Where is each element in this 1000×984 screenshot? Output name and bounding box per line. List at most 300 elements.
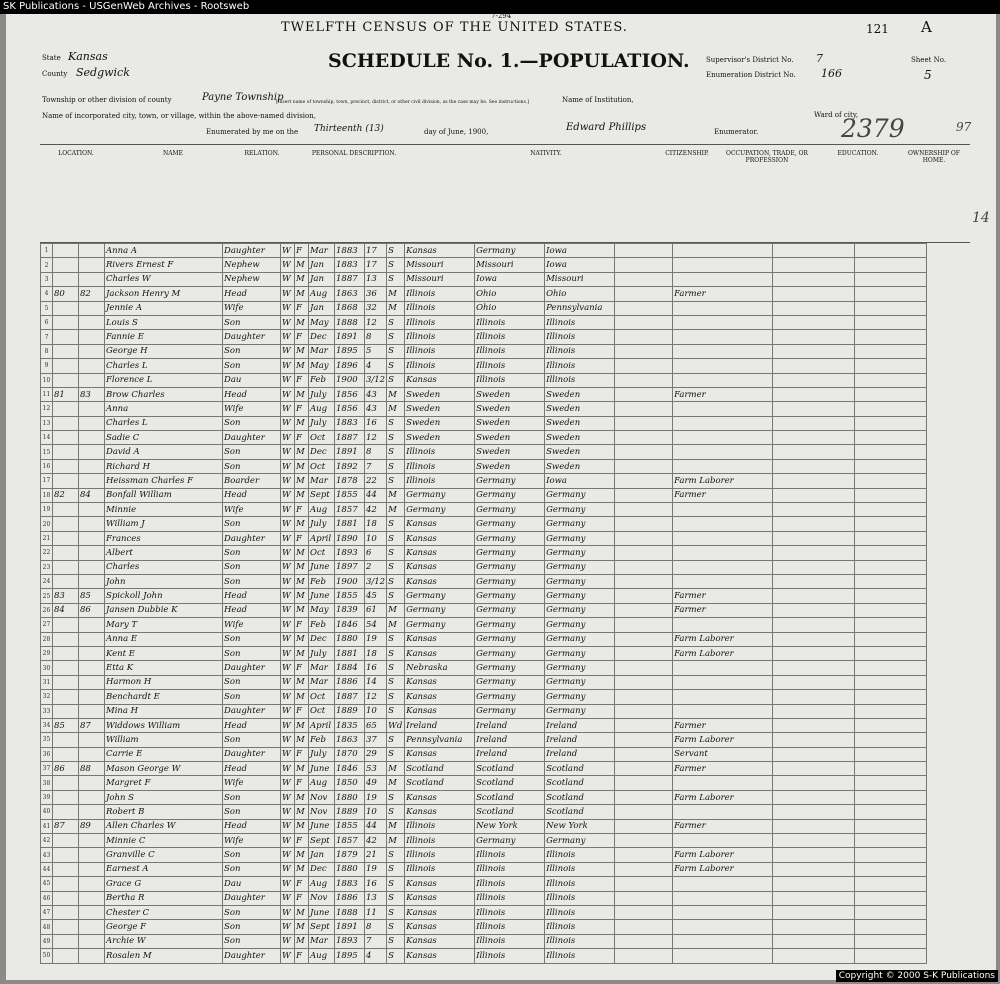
cell-mbp: Illinois <box>545 848 615 862</box>
cell-rel: Son <box>223 733 281 747</box>
cell-bp: Kansas <box>405 574 475 588</box>
cell-occ <box>673 503 773 517</box>
cell-fam <box>79 704 105 718</box>
cell-ms: S <box>387 560 405 574</box>
cell-fbp: Germany <box>475 517 545 531</box>
cell-own <box>855 747 927 761</box>
cell-bp: Germany <box>405 503 475 517</box>
cell-mo: July <box>309 387 335 401</box>
table-row <box>41 848 927 862</box>
cell-rel: Daughter <box>223 949 281 963</box>
cell-c: W <box>281 877 295 891</box>
cell-occ <box>673 675 773 689</box>
cell-name: Richard H <box>105 459 223 473</box>
cell-dw <box>53 704 79 718</box>
cell-yr: 1897 <box>335 560 365 574</box>
cell-dw <box>53 646 79 660</box>
cell-dw <box>53 474 79 488</box>
cell-rel: Daughter <box>223 891 281 905</box>
cell-dw <box>53 905 79 919</box>
cell-rel: Daughter <box>223 704 281 718</box>
cell-name: William J <box>105 517 223 531</box>
cell-fam <box>79 747 105 761</box>
cell-own <box>855 877 927 891</box>
cell-c: W <box>281 690 295 704</box>
cell-fbp: Sweden <box>475 431 545 445</box>
cell-fbp: Germany <box>475 244 545 258</box>
table-row <box>41 373 927 387</box>
cell-fbp: Germany <box>475 646 545 660</box>
cell-mo: Jan <box>309 848 335 862</box>
cell-s: M <box>295 546 309 560</box>
cell-fam <box>79 315 105 329</box>
cell-ln: 15 <box>41 445 53 459</box>
cell-occ: Farmer <box>673 603 773 617</box>
cell-ms: S <box>387 589 405 603</box>
cell-mo: Feb <box>309 618 335 632</box>
col-name: NAME <box>162 150 184 157</box>
cell-mbp: Sweden <box>545 402 615 416</box>
cell-rel: Son <box>223 790 281 804</box>
cell-cit <box>615 877 673 891</box>
cell-ms: S <box>387 877 405 891</box>
cell-edu <box>773 675 855 689</box>
cell-own <box>855 474 927 488</box>
cell-fam <box>79 272 105 286</box>
cell-fbp: Scotland <box>475 790 545 804</box>
cell-ms: S <box>387 445 405 459</box>
cell-ln: 21 <box>41 531 53 545</box>
cell-bp: Illinois <box>405 474 475 488</box>
cell-c: W <box>281 805 295 819</box>
cell-edu <box>773 747 855 761</box>
cell-name: Charles L <box>105 359 223 373</box>
cell-dw: 84 <box>53 603 79 617</box>
cell-bp: Kansas <box>405 690 475 704</box>
cell-c: W <box>281 848 295 862</box>
cell-rel: Son <box>223 574 281 588</box>
cell-cit <box>615 805 673 819</box>
cell-rel: Son <box>223 445 281 459</box>
cell-edu <box>773 431 855 445</box>
cell-bp: Kansas <box>405 517 475 531</box>
cell-fam <box>79 244 105 258</box>
col-personal: PERSONAL DESCRIPTION. <box>311 150 397 157</box>
cell-age: 21 <box>365 848 387 862</box>
cell-own <box>855 503 927 517</box>
cell-mo: Aug <box>309 776 335 790</box>
cell-yr: 1881 <box>335 517 365 531</box>
cell-rel: Son <box>223 920 281 934</box>
cell-rel: Son <box>223 517 281 531</box>
cell-c: W <box>281 790 295 804</box>
cell-c: W <box>281 359 295 373</box>
cell-fam: 83 <box>79 387 105 401</box>
cell-cit <box>615 373 673 387</box>
cell-fbp: Illinois <box>475 344 545 358</box>
table-row <box>41 416 927 430</box>
cell-yr: 1888 <box>335 905 365 919</box>
cell-s: F <box>295 618 309 632</box>
cell-ln: 38 <box>41 776 53 790</box>
cell-edu <box>773 934 855 948</box>
cell-rel: Son <box>223 805 281 819</box>
cell-bp: Illinois <box>405 359 475 373</box>
page-letter: A <box>921 18 932 36</box>
cell-bp: Sweden <box>405 431 475 445</box>
cell-fam <box>79 359 105 373</box>
cell-yr: 1863 <box>335 287 365 301</box>
cell-c: W <box>281 373 295 387</box>
cell-mo: June <box>309 819 335 833</box>
cell-own <box>855 718 927 732</box>
cell-mo: Aug <box>309 877 335 891</box>
cell-cit <box>615 718 673 732</box>
cell-name: Rosalen M <box>105 949 223 963</box>
cell-c: W <box>281 747 295 761</box>
cell-ms: M <box>387 387 405 401</box>
cell-mbp: New York <box>545 819 615 833</box>
cell-ms: S <box>387 330 405 344</box>
cell-ln: 45 <box>41 877 53 891</box>
cell-mo: June <box>309 762 335 776</box>
cell-own <box>855 287 927 301</box>
col-relation: RELATION. <box>244 150 280 157</box>
cell-edu <box>773 287 855 301</box>
cell-ln: 8 <box>41 344 53 358</box>
cell-ms: S <box>387 459 405 473</box>
cell-ms: S <box>387 344 405 358</box>
table-row <box>41 287 927 301</box>
cell-fam <box>79 517 105 531</box>
cell-own <box>855 805 927 819</box>
cell-own <box>855 258 927 272</box>
cell-name: Kent E <box>105 646 223 660</box>
cell-bp: Kansas <box>405 891 475 905</box>
cell-own <box>855 618 927 632</box>
cell-mbp: Sweden <box>545 445 615 459</box>
cell-mbp: Ireland <box>545 718 615 732</box>
cell-name: John S <box>105 790 223 804</box>
cell-dw <box>53 315 79 329</box>
cell-yr: 1880 <box>335 632 365 646</box>
cell-ln: 33 <box>41 704 53 718</box>
cell-mo: Nov <box>309 891 335 905</box>
cell-ln: 39 <box>41 790 53 804</box>
cell-rel: Son <box>223 459 281 473</box>
cell-own <box>855 459 927 473</box>
cell-mbp: Sweden <box>545 431 615 445</box>
cell-own <box>855 431 927 445</box>
cell-rel: Daughter <box>223 661 281 675</box>
cell-dw <box>53 747 79 761</box>
cell-ln: 29 <box>41 646 53 660</box>
cell-name: Carrie E <box>105 747 223 761</box>
enumerator-label: Enumerator. <box>714 128 759 136</box>
cell-yr: 1855 <box>335 488 365 502</box>
cell-name: Etta K <box>105 661 223 675</box>
cell-mo: Oct <box>309 431 335 445</box>
cell-dw <box>53 949 79 963</box>
table-row <box>41 301 927 315</box>
cell-c: W <box>281 431 295 445</box>
cell-cit <box>615 272 673 286</box>
cell-occ <box>673 373 773 387</box>
census-title: TWELFTH CENSUS OF THE UNITED STATES. <box>281 20 628 35</box>
cell-dw <box>53 934 79 948</box>
cell-s: M <box>295 574 309 588</box>
cell-bp: Kansas <box>405 244 475 258</box>
cell-age: 17 <box>365 258 387 272</box>
cell-mo: Aug <box>309 402 335 416</box>
cell-edu <box>773 704 855 718</box>
cell-fbp: Germany <box>475 632 545 646</box>
table-row <box>41 330 927 344</box>
col-citizenship: CITIZENSHIP. <box>665 150 709 157</box>
cell-s: F <box>295 301 309 315</box>
cell-dw <box>53 733 79 747</box>
cell-ms: S <box>387 934 405 948</box>
cell-cit <box>615 661 673 675</box>
cell-fam: 89 <box>79 819 105 833</box>
cell-age: 7 <box>365 934 387 948</box>
cell-c: W <box>281 589 295 603</box>
cell-ms: S <box>387 646 405 660</box>
cell-fam: 88 <box>79 762 105 776</box>
cell-ms: S <box>387 632 405 646</box>
cell-ln: 50 <box>41 949 53 963</box>
copyright-notice: Copyright © 2000 S-K Publications <box>836 970 998 982</box>
cell-yr: 1881 <box>335 646 365 660</box>
cell-occ: Farmer <box>673 287 773 301</box>
cell-age: 5 <box>365 344 387 358</box>
cell-cit <box>615 646 673 660</box>
cell-own <box>855 445 927 459</box>
cell-mbp: Scotland <box>545 790 615 804</box>
cell-fam <box>79 675 105 689</box>
cell-rel: Daughter <box>223 431 281 445</box>
cell-fam <box>79 258 105 272</box>
cell-s: M <box>295 733 309 747</box>
cell-edu <box>773 690 855 704</box>
cell-edu <box>773 776 855 790</box>
cell-rel: Daughter <box>223 244 281 258</box>
cell-name: Charles <box>105 560 223 574</box>
cell-yr: 1891 <box>335 920 365 934</box>
cell-fbp: Germany <box>475 618 545 632</box>
cell-dw <box>53 373 79 387</box>
cell-fam <box>79 402 105 416</box>
cell-bp: Germany <box>405 488 475 502</box>
table-row <box>41 747 927 761</box>
cell-name: Grace G <box>105 877 223 891</box>
cell-fbp: Germany <box>475 488 545 502</box>
cell-own <box>855 776 927 790</box>
cell-yr: 1835 <box>335 718 365 732</box>
cell-age: 32 <box>365 301 387 315</box>
cell-edu <box>773 531 855 545</box>
cell-s: M <box>295 862 309 876</box>
cell-yr: 1855 <box>335 819 365 833</box>
cell-occ <box>673 920 773 934</box>
cell-mo: Nov <box>309 790 335 804</box>
cell-fam <box>79 546 105 560</box>
cell-c: W <box>281 402 295 416</box>
cell-ln: 13 <box>41 416 53 430</box>
cell-c: W <box>281 776 295 790</box>
cell-age: 12 <box>365 431 387 445</box>
state-value: Kansas <box>68 50 108 63</box>
table-row <box>41 790 927 804</box>
cell-mo: May <box>309 315 335 329</box>
cell-edu <box>773 359 855 373</box>
cell-edu <box>773 445 855 459</box>
cell-c: W <box>281 258 295 272</box>
cell-c: W <box>281 445 295 459</box>
cell-s: M <box>295 258 309 272</box>
cell-c: W <box>281 387 295 401</box>
cell-rel: Son <box>223 359 281 373</box>
cell-s: M <box>295 560 309 574</box>
cell-dw <box>53 848 79 862</box>
cell-cit <box>615 258 673 272</box>
cell-s: M <box>295 589 309 603</box>
cell-bp: Missouri <box>405 272 475 286</box>
cell-s: M <box>295 315 309 329</box>
cell-own <box>855 934 927 948</box>
cell-dw <box>53 790 79 804</box>
enumeration-value: 166 <box>821 67 842 80</box>
cell-s: M <box>295 690 309 704</box>
cell-fbp: Germany <box>475 834 545 848</box>
cell-s: M <box>295 474 309 488</box>
enumeration-label: Enumeration District No. <box>706 71 796 79</box>
cell-cit <box>615 589 673 603</box>
cell-fbp: Illinois <box>475 315 545 329</box>
cell-yr: 1846 <box>335 618 365 632</box>
cell-fbp: Illinois <box>475 848 545 862</box>
cell-name: Jansen Dubbie K <box>105 603 223 617</box>
cell-mo: Dec <box>309 632 335 646</box>
cell-s: F <box>295 244 309 258</box>
cell-s: M <box>295 848 309 862</box>
cell-fam <box>79 834 105 848</box>
cell-s: M <box>295 488 309 502</box>
cell-fam <box>79 949 105 963</box>
cell-cit <box>615 301 673 315</box>
cell-own <box>855 848 927 862</box>
cell-yr: 1870 <box>335 747 365 761</box>
cell-cit <box>615 315 673 329</box>
cell-s: M <box>295 718 309 732</box>
cell-own <box>855 834 927 848</box>
cell-c: W <box>281 244 295 258</box>
cell-bp: Sweden <box>405 402 475 416</box>
cell-own <box>855 949 927 963</box>
table-row <box>41 718 927 732</box>
cell-bp: Kansas <box>405 373 475 387</box>
cell-dw <box>53 632 79 646</box>
cell-s: M <box>295 632 309 646</box>
cell-s: F <box>295 373 309 387</box>
cell-yr: 1886 <box>335 675 365 689</box>
cell-dw <box>53 459 79 473</box>
cell-s: M <box>295 905 309 919</box>
cell-own <box>855 488 927 502</box>
cell-s: F <box>295 503 309 517</box>
cell-yr: 1857 <box>335 503 365 517</box>
cell-bp: Kansas <box>405 531 475 545</box>
cell-age: 43 <box>365 387 387 401</box>
cell-mo: Mar <box>309 661 335 675</box>
cell-fbp: Iowa <box>475 272 545 286</box>
cell-occ: Farm Laborer <box>673 632 773 646</box>
township-value: Payne Township <box>202 92 284 103</box>
cell-mo: Sept <box>309 920 335 934</box>
cell-ms: S <box>387 747 405 761</box>
cell-s: F <box>295 776 309 790</box>
cell-age: 13 <box>365 272 387 286</box>
cell-ln: 36 <box>41 747 53 761</box>
cell-fbp: Scotland <box>475 762 545 776</box>
cell-edu <box>773 272 855 286</box>
cell-ln: 25 <box>41 589 53 603</box>
cell-edu <box>773 589 855 603</box>
cell-age: 19 <box>365 632 387 646</box>
cell-bp: Illinois <box>405 344 475 358</box>
cell-cit <box>615 862 673 876</box>
cell-mo: Mar <box>309 675 335 689</box>
cell-ln: 47 <box>41 905 53 919</box>
cell-occ <box>673 905 773 919</box>
stamp-number: 7-294 <box>491 12 512 20</box>
cell-mbp: Illinois <box>545 330 615 344</box>
cell-ln: 26 <box>41 603 53 617</box>
cell-mbp: Illinois <box>545 359 615 373</box>
table-row <box>41 646 927 660</box>
cell-mo: Aug <box>309 503 335 517</box>
cell-ms: S <box>387 244 405 258</box>
cell-own <box>855 762 927 776</box>
cell-c: W <box>281 891 295 905</box>
table-row <box>41 762 927 776</box>
cell-ms: S <box>387 862 405 876</box>
cell-bp: Illinois <box>405 445 475 459</box>
cell-fbp: Scotland <box>475 776 545 790</box>
cell-rel: Wife <box>223 402 281 416</box>
cell-occ: Farmer <box>673 718 773 732</box>
cell-edu <box>773 618 855 632</box>
cell-age: 44 <box>365 488 387 502</box>
cell-ln: 6 <box>41 315 53 329</box>
cell-name: John <box>105 574 223 588</box>
cell-occ <box>673 546 773 560</box>
cell-dw <box>53 244 79 258</box>
cell-edu <box>773 805 855 819</box>
cell-yr: 1856 <box>335 402 365 416</box>
cell-cit <box>615 632 673 646</box>
cell-own <box>855 862 927 876</box>
cell-mo: Feb <box>309 574 335 588</box>
table-row <box>41 459 927 473</box>
cell-occ <box>673 258 773 272</box>
cell-edu <box>773 517 855 531</box>
cell-fbp: Germany <box>475 574 545 588</box>
cell-cit <box>615 747 673 761</box>
cell-occ <box>673 330 773 344</box>
cell-fam <box>79 934 105 948</box>
cell-name: Brow Charles <box>105 387 223 401</box>
